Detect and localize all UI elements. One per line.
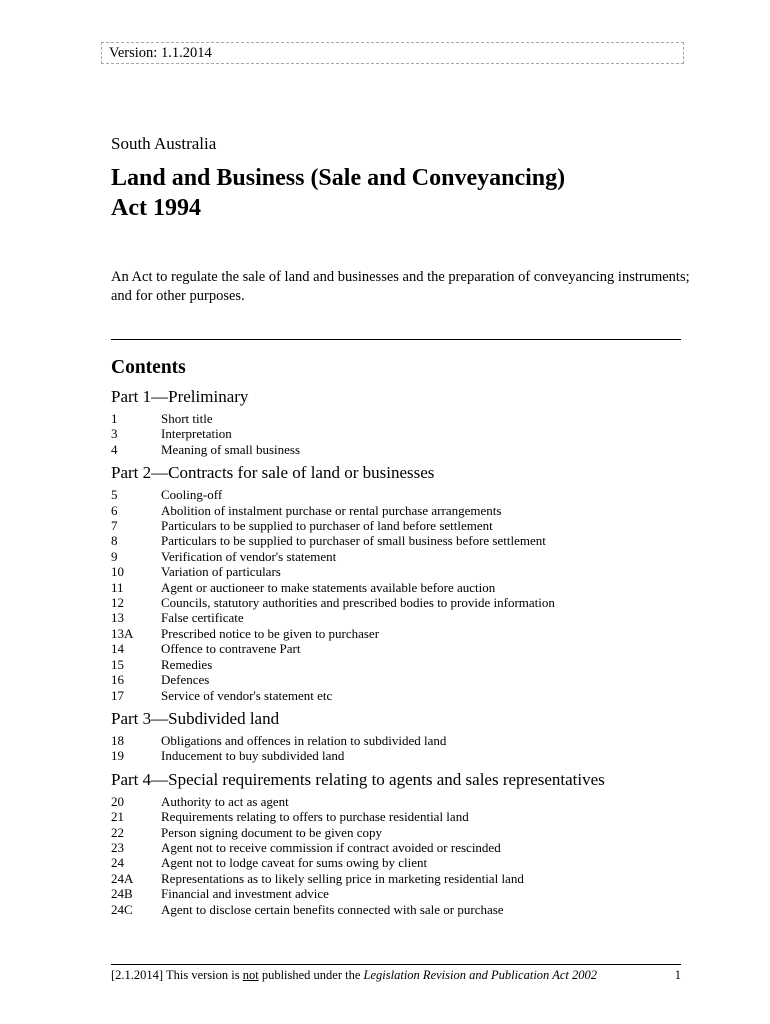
toc-section-title: Offence to contravene Part — [161, 641, 301, 657]
toc-section-title: Verification of vendor's statement — [161, 548, 337, 564]
toc-part — [111, 767, 691, 917]
toc-entry[interactable] — [111, 688, 691, 703]
toc-entry[interactable] — [111, 657, 691, 672]
toc-section-number: 22 — [111, 824, 124, 840]
toc-section-title: Meaning of small business — [161, 441, 301, 457]
toc-entry[interactable] — [111, 426, 691, 441]
toc-section-number: 24C — [111, 901, 133, 917]
toc-section-number: 21 — [111, 809, 124, 825]
footer-not-word: not — [242, 968, 259, 982]
toc-section-title: Defences — [161, 672, 210, 688]
toc-section-title: Abolition of instalment purchase or rental purchase arrangements — [161, 502, 502, 518]
toc-section-title: Prescribed notice to be given to purchaser — [161, 625, 380, 641]
toc-section-number: 8 — [111, 533, 118, 549]
footer-text-before: This version is — [163, 968, 243, 982]
toc-section-title: Cooling-off — [161, 487, 223, 503]
toc-section-number: 4 — [111, 441, 118, 457]
toc-entry[interactable] — [111, 626, 691, 641]
toc-section-number: 13A — [111, 625, 134, 641]
footer-date: [2.1.2014] — [111, 968, 164, 982]
toc-section-number: 9 — [111, 548, 118, 564]
toc-entry[interactable] — [111, 564, 691, 579]
toc-section-number: 12 — [111, 595, 124, 611]
act-title-line-1: Land and Business (Sale and Conveyancing) — [111, 165, 566, 191]
toc-section-title: Short title — [161, 411, 213, 426]
toc-part-heading[interactable]: Part 4—Special requirements relating to agents and sales representatives — [111, 769, 605, 789]
footer-divider — [111, 964, 681, 965]
toc-section-number: 6 — [111, 502, 118, 518]
toc-section-title: Remedies — [161, 656, 213, 672]
toc-section-number: 19 — [111, 748, 124, 764]
footer-text-after: published under the — [258, 968, 364, 982]
toc-section-title: Councils, statutory authorities and prescribed bodies to provide information — [161, 595, 555, 611]
toc-entry[interactable] — [111, 518, 691, 533]
toc-section-title: Agent not to lodge caveat for sums owing by client — [161, 855, 428, 871]
toc-section-number: 10 — [111, 564, 124, 580]
toc-section-number: 13 — [111, 610, 124, 626]
toc-entry[interactable] — [111, 902, 691, 917]
toc-section-number: 18 — [111, 732, 124, 748]
toc-section-title: Variation of particulars — [161, 564, 281, 580]
toc-entry[interactable] — [111, 840, 691, 855]
toc-section-number: 20 — [111, 793, 124, 809]
toc-entry[interactable] — [111, 733, 691, 748]
toc-part-heading[interactable]: Part 1—Preliminary — [111, 387, 249, 406]
toc-section-number: 15 — [111, 656, 124, 672]
toc-entry[interactable] — [111, 549, 691, 564]
toc-section-number: 5 — [111, 487, 118, 503]
toc-entry[interactable] — [111, 442, 691, 457]
toc-entry[interactable] — [111, 672, 691, 687]
toc-section-title: Financial and investment advice — [161, 886, 329, 902]
long-title: An Act to regulate the sale of land and businesses and the preparation of conveyancing instruments; and for other purposes. — [111, 269, 690, 304]
toc-section-number: 14 — [111, 641, 124, 657]
toc-section-number: 23 — [111, 839, 124, 855]
toc-section-title: Inducement to buy subdivided land — [161, 748, 345, 764]
page-footer — [111, 967, 681, 983]
toc-entry[interactable] — [111, 595, 691, 610]
toc-part — [111, 460, 691, 703]
table-of-contents — [111, 384, 691, 920]
act-title — [111, 163, 671, 223]
toc-section-title: Representations as to likely selling price in marketing residential land — [161, 870, 524, 886]
jurisdiction: South Australia — [111, 134, 217, 153]
toc-part — [111, 706, 691, 764]
toc-entry[interactable] — [111, 503, 691, 518]
toc-entry[interactable] — [111, 533, 691, 548]
toc-section-number: 24A — [111, 870, 134, 886]
toc-entry[interactable] — [111, 641, 691, 656]
version-label: Version: 1.1.2014 — [109, 45, 212, 61]
toc-section-title: Agent or auctioneer to make statements available before auction — [161, 579, 496, 595]
toc-section-title: Requirements relating to offers to purchase residential land — [161, 809, 469, 825]
page-number: 1 — [674, 968, 681, 982]
toc-entry[interactable] — [111, 411, 691, 426]
toc-entry[interactable] — [111, 871, 691, 886]
toc-section-title: Authority to act as agent — [161, 793, 289, 809]
toc-section-title: Particulars to be supplied to purchaser of small business before settlement — [161, 533, 546, 549]
toc-part-heading[interactable]: Part 2—Contracts for sale of land or businesses — [111, 463, 435, 483]
toc-section-title: Particulars to be supplied to purchaser of land before settlement — [161, 518, 493, 534]
title-divider — [111, 339, 681, 340]
toc-section-number: 7 — [111, 518, 118, 534]
act-title-line-2: Act 1994 — [111, 195, 201, 221]
toc-entry[interactable] — [111, 748, 691, 763]
toc-section-number: 16 — [111, 672, 124, 688]
contents-heading: Contents — [111, 357, 186, 378]
toc-section-title: Agent not to receive commission if contract avoided or rescinded — [161, 839, 501, 855]
toc-section-title: Interpretation — [161, 426, 232, 442]
toc-section-number: 24B — [111, 886, 133, 902]
toc-section-title: Person signing document to be given copy — [161, 824, 382, 840]
version-box — [101, 42, 684, 64]
toc-section-number: 3 — [111, 426, 118, 442]
toc-section-title: Agent to disclose certain benefits connected with sale or purchase — [161, 901, 504, 917]
toc-section-number: 17 — [111, 687, 124, 703]
toc-entry[interactable] — [111, 610, 691, 625]
toc-section-title: False certificate — [161, 610, 244, 626]
toc-entry[interactable] — [111, 580, 691, 595]
toc-entry[interactable] — [111, 855, 691, 870]
toc-entry[interactable] — [111, 825, 691, 840]
toc-section-number: 1 — [111, 411, 118, 426]
toc-section-title: Service of vendor's statement etc — [161, 687, 333, 703]
toc-entry[interactable] — [111, 809, 691, 824]
toc-entry[interactable] — [111, 487, 691, 502]
toc-entry[interactable] — [111, 886, 691, 901]
footer-text — [111, 968, 597, 982]
toc-section-title: Obligations and offences in relation to subdivided land — [161, 732, 447, 748]
toc-entry[interactable] — [111, 794, 691, 809]
toc-part-heading[interactable]: Part 3—Subdivided land — [111, 708, 280, 728]
toc-section-number: 11 — [111, 579, 124, 595]
footer-act-reference: Legislation Revision and Publication Act 2002 — [363, 968, 597, 982]
toc-part — [111, 384, 691, 457]
toc-section-number: 24 — [111, 855, 124, 871]
